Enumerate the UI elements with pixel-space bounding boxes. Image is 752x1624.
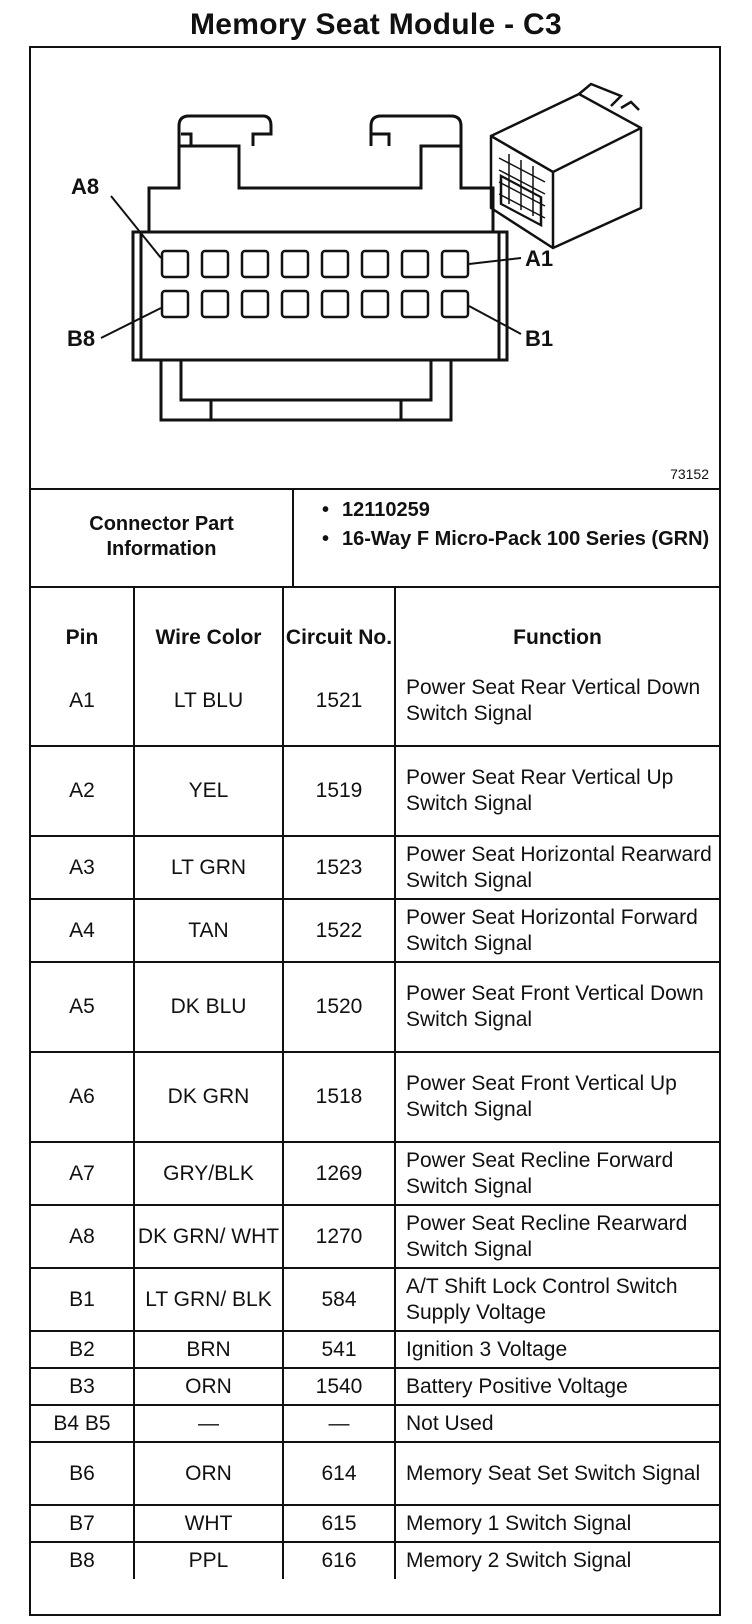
pin-cell: A7 [31, 1142, 134, 1205]
table-row [31, 656, 719, 746]
wire-color-cell: LT GRN [134, 836, 283, 899]
wire-color-cell: YEL [134, 746, 283, 836]
table-row [31, 1368, 719, 1405]
header-circuit: Circuit No. [283, 586, 395, 656]
function-cell: Power Seat Rear Vertical Down Switch Signal [395, 656, 719, 746]
table-row [31, 1442, 719, 1505]
pin-cell: A1 [31, 656, 134, 746]
connector-sheet [29, 46, 721, 1616]
circuit-cell: 1523 [283, 836, 395, 899]
circuit-cell: 614 [283, 1442, 395, 1505]
figure-number: 73152 [670, 466, 709, 482]
function-cell: Battery Positive Voltage [395, 1368, 719, 1405]
circuit-cell: 1521 [283, 656, 395, 746]
header-function: Function [395, 586, 719, 656]
connector-description: • 16-Way F Micro-Pack 100 Series (GRN) [318, 527, 709, 552]
pin-cell: B4 B5 [31, 1405, 134, 1442]
wire-color-cell: LT BLU [134, 656, 283, 746]
function-cell: Power Seat Rear Vertical Up Switch Signal [395, 746, 719, 836]
pin-cell: A5 [31, 962, 134, 1052]
wire-color-cell: DK BLU [134, 962, 283, 1052]
wire-color-cell: TAN [134, 899, 283, 962]
circuit-cell: 1522 [283, 899, 395, 962]
wire-color-cell: LT GRN/ BLK [134, 1268, 283, 1331]
circuit-cell: 584 [283, 1268, 395, 1331]
function-cell: Power Seat Horizontal Forward Switch Signal [395, 899, 719, 962]
pin-cell: A4 [31, 899, 134, 962]
function-cell: Power Seat Front Vertical Down Switch Signal [395, 962, 719, 1052]
connector-diagram [31, 48, 719, 490]
circuit-cell: 615 [283, 1505, 395, 1542]
pin-cell: B7 [31, 1505, 134, 1542]
pin-cell: B2 [31, 1331, 134, 1368]
wire-color-cell: DK GRN [134, 1052, 283, 1142]
function-cell: A/T Shift Lock Control Switch Supply Voltage [395, 1268, 719, 1331]
table-row [31, 1142, 719, 1205]
header-wire-color: Wire Color [134, 586, 283, 656]
wire-color-cell: WHT [134, 1505, 283, 1542]
table-row [31, 962, 719, 1052]
pin-cell: B8 [31, 1542, 134, 1579]
circuit-cell: 1519 [283, 746, 395, 836]
circuit-cell: 1270 [283, 1205, 395, 1268]
pin-cell: B6 [31, 1442, 134, 1505]
callout-a8: A8 [71, 174, 100, 199]
function-cell: Not Used [395, 1405, 719, 1442]
wire-color-cell: ORN [134, 1368, 283, 1405]
pin-cell: A6 [31, 1052, 134, 1142]
pin-cell: A8 [31, 1205, 134, 1268]
circuit-cell: 1520 [283, 962, 395, 1052]
pinout-table [31, 586, 719, 1579]
function-cell: Memory Seat Set Switch Signal [395, 1442, 719, 1505]
function-cell: Power Seat Recline Forward Switch Signal [395, 1142, 719, 1205]
circuit-cell: — [283, 1405, 395, 1442]
wire-color-cell: DK GRN/ WHT [134, 1205, 283, 1268]
connector-info [31, 488, 719, 588]
function-cell: Power Seat Horizontal Rearward Switch Signal [395, 836, 719, 899]
table-row [31, 746, 719, 836]
connector-info-list [318, 498, 709, 556]
function-cell: Power Seat Recline Rearward Switch Signal [395, 1205, 719, 1268]
table-row [31, 1505, 719, 1542]
wire-color-cell: PPL [134, 1542, 283, 1579]
table-header-row [31, 586, 719, 656]
pin-cell: A3 [31, 836, 134, 899]
wire-color-cell: ORN [134, 1442, 283, 1505]
table-row [31, 1268, 719, 1331]
callout-a1: A1 [525, 246, 554, 271]
page-title: Memory Seat Module - C3 [190, 8, 562, 41]
function-cell: Ignition 3 Voltage [395, 1331, 719, 1368]
connector-part-number: • 12110259 [318, 498, 709, 523]
circuit-cell: 616 [283, 1542, 395, 1579]
circuit-cell: 1269 [283, 1142, 395, 1205]
pin-cell: B1 [31, 1268, 134, 1331]
connector-info-label: Connector Part Information [31, 488, 294, 586]
function-cell: Power Seat Front Vertical Up Switch Signal [395, 1052, 719, 1142]
circuit-cell: 541 [283, 1331, 395, 1368]
wire-color-cell: — [134, 1405, 283, 1442]
pin-cell: A2 [31, 746, 134, 836]
callout-b1: B1 [525, 326, 554, 351]
table-row [31, 1542, 719, 1579]
wire-color-cell: BRN [134, 1331, 283, 1368]
function-cell: Memory 1 Switch Signal [395, 1505, 719, 1542]
circuit-cell: 1540 [283, 1368, 395, 1405]
wire-color-cell: GRY/BLK [134, 1142, 283, 1205]
callout-b8: B8 [67, 326, 96, 351]
header-pin: Pin [31, 586, 134, 656]
function-cell: Memory 2 Switch Signal [395, 1542, 719, 1579]
table-row [31, 1052, 719, 1142]
table-row [31, 1405, 719, 1442]
circuit-cell: 1518 [283, 1052, 395, 1142]
table-row [31, 1205, 719, 1268]
table-row [31, 836, 719, 899]
table-row [31, 1331, 719, 1368]
connector-face-drawing [31, 48, 719, 488]
pin-cell: B3 [31, 1368, 134, 1405]
table-row [31, 899, 719, 962]
